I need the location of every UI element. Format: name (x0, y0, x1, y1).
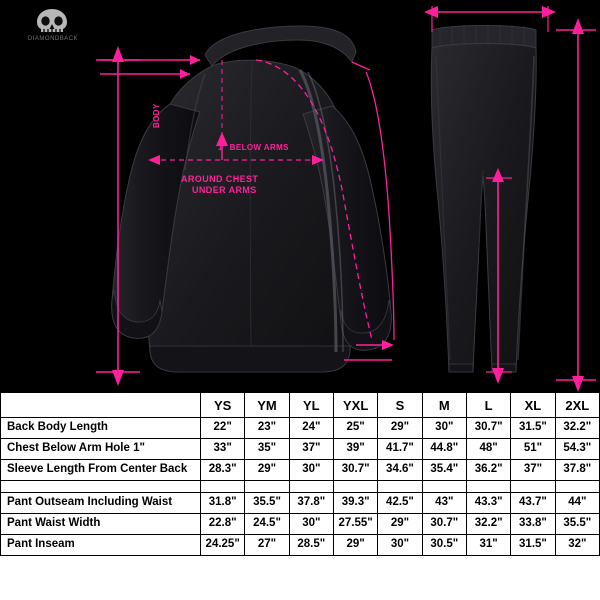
pants-graphic (431, 25, 536, 372)
spacer-cell (555, 481, 599, 493)
cell: 24.5" (245, 514, 289, 535)
below-arms-label: 1" BELOW ARMS (218, 143, 289, 152)
cell: 41.7" (378, 439, 422, 460)
cell: 24.25" (201, 535, 245, 556)
header-cell-l: L (466, 393, 510, 418)
cell: 35.5" (245, 493, 289, 514)
spacer-cell (378, 481, 422, 493)
cell: 22.8" (201, 514, 245, 535)
under-arms-label: UNDER ARMS (192, 185, 257, 195)
cell: 43.3" (466, 493, 510, 514)
header-cell-yl: YL (289, 393, 333, 418)
cell: 43.7" (511, 493, 555, 514)
cell: 35.4" (422, 460, 466, 481)
spacer-cell (466, 481, 510, 493)
cell: 48" (466, 439, 510, 460)
header-cell-xl: XL (511, 393, 555, 418)
table-row (1, 460, 600, 481)
spacer-cell (511, 481, 555, 493)
cell: 31.5" (511, 535, 555, 556)
table-row (1, 535, 600, 556)
row-label: Pant Outseam Including Waist (1, 493, 201, 514)
cell: 27" (245, 535, 289, 556)
row-label: Chest Below Arm Hole 1" (1, 439, 201, 460)
cell: 22" (201, 418, 245, 439)
cell: 30" (422, 418, 466, 439)
row-label: Pant Waist Width (1, 514, 201, 535)
spacer-cell (1, 481, 201, 493)
brand-wordmark: DIAMONDBACK (27, 36, 79, 42)
cell: 30" (289, 514, 333, 535)
cell: 31.5" (511, 418, 555, 439)
cell: 24" (289, 418, 333, 439)
cell: 29" (378, 418, 422, 439)
around-chest-label: AROUND CHEST (181, 174, 259, 184)
table-header-row (1, 393, 600, 418)
cell: 35" (245, 439, 289, 460)
cell: 30.7" (333, 460, 377, 481)
cell: 39.3" (333, 493, 377, 514)
jacket-graphic (112, 26, 392, 372)
cell: 44" (555, 493, 599, 514)
header-cell-blank (1, 393, 201, 418)
cell: 36.2" (466, 460, 510, 481)
cell: 27.55" (333, 514, 377, 535)
header-cell-m: M (422, 393, 466, 418)
table-row (1, 439, 600, 460)
spacer-cell (201, 481, 245, 493)
row-label: Back Body Length (1, 418, 201, 439)
row-label: Pant Inseam (1, 535, 201, 556)
table-row (1, 418, 600, 439)
cell: 35.5" (555, 514, 599, 535)
size-chart-body (1, 393, 600, 556)
cell: 30.7" (422, 514, 466, 535)
cell: 37" (511, 460, 555, 481)
cell: 33" (201, 439, 245, 460)
cell: 30" (378, 535, 422, 556)
cell: 29" (378, 514, 422, 535)
cell: 43" (422, 493, 466, 514)
table-row (1, 493, 600, 514)
cell: 30.7" (466, 418, 510, 439)
row-label: Sleeve Length From Center Back (1, 460, 201, 481)
header-cell-ym: YM (245, 393, 289, 418)
cell: 44.8" (422, 439, 466, 460)
cell: 31.8" (201, 493, 245, 514)
header-cell-ys: YS (201, 393, 245, 418)
cell: 54.3" (555, 439, 599, 460)
size-chart-table-wrap (0, 392, 600, 600)
body-length-label: BODY (152, 103, 161, 128)
header-cell-s: S (378, 393, 422, 418)
cell: 51" (511, 439, 555, 460)
spacer-cell (422, 481, 466, 493)
spacer-cell (333, 481, 377, 493)
spacer-cell (289, 481, 333, 493)
cell: 39" (333, 439, 377, 460)
cell: 30" (289, 460, 333, 481)
cell: 25" (333, 418, 377, 439)
cell: 23" (245, 418, 289, 439)
cell: 33.8" (511, 514, 555, 535)
cell: 37.8" (555, 460, 599, 481)
cell: 34.6" (378, 460, 422, 481)
skull-icon (32, 8, 72, 34)
header-cell-2xl: 2XL (555, 393, 599, 418)
size-chart-table (0, 392, 600, 556)
cell: 37" (289, 439, 333, 460)
cell: 28.3" (201, 460, 245, 481)
cell: 30.5" (422, 535, 466, 556)
cell: 29" (245, 460, 289, 481)
brand-logo (14, 8, 92, 54)
cell: 32.2" (555, 418, 599, 439)
cell: 32" (555, 535, 599, 556)
cell: 31" (466, 535, 510, 556)
cell: 37.8" (289, 493, 333, 514)
table-row (1, 514, 600, 535)
cell: 42.5" (378, 493, 422, 514)
table-group-spacer (1, 481, 600, 493)
cell: 29" (333, 535, 377, 556)
cell: 28.5" (289, 535, 333, 556)
spacer-cell (245, 481, 289, 493)
cell: 32.2" (466, 514, 510, 535)
header-cell-yxl: YXL (333, 393, 377, 418)
